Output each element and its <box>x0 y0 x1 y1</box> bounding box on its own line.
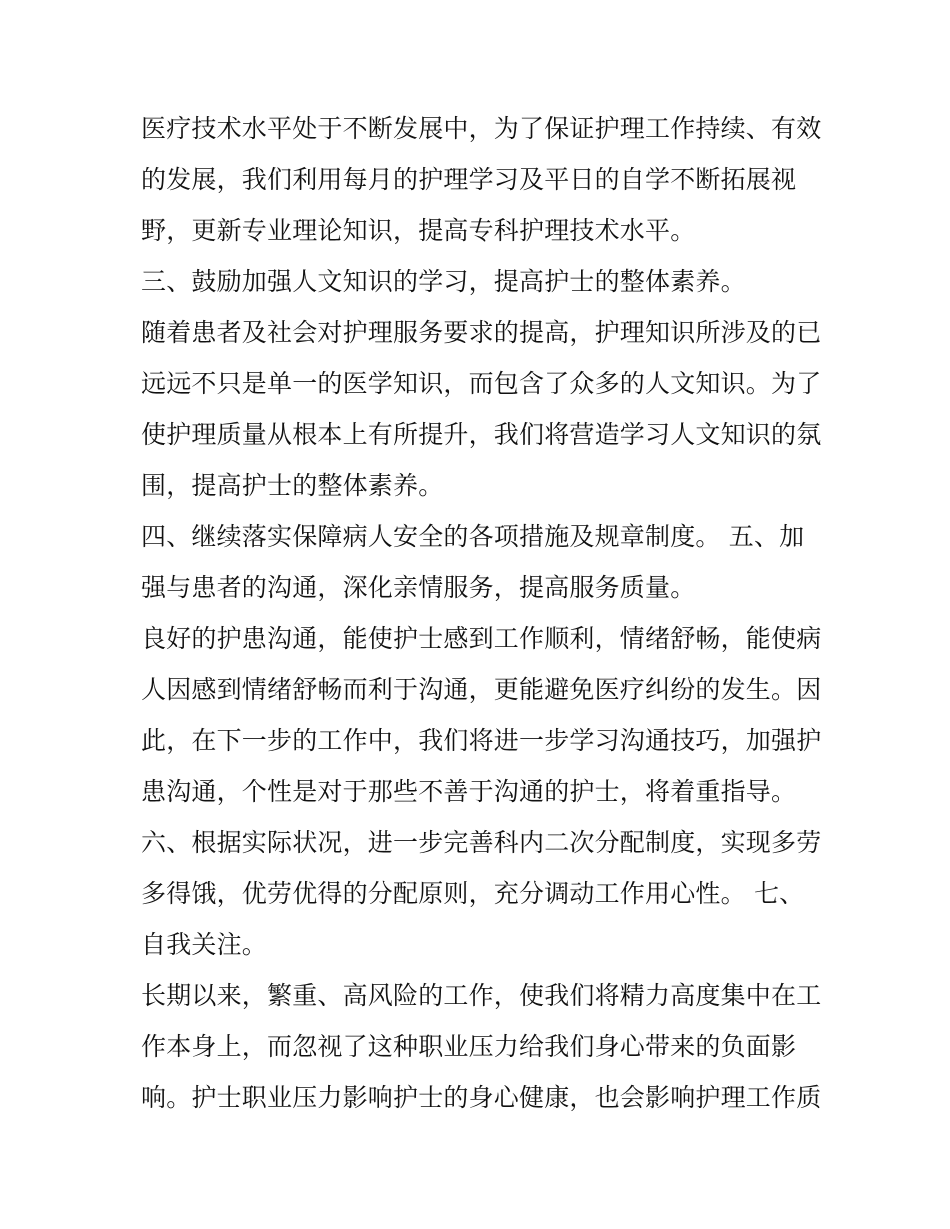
text-line: 长期以来，繁重、高风险的工作，使我们将精力高度集中在工 <box>141 981 822 1010</box>
text-line: 患沟通，个性是对于那些不善于沟通的护士，将着重指导。 <box>141 777 797 806</box>
text-line: 此，在下一步的工作中，我们将进一步学习沟通技巧，加强护 <box>141 726 822 755</box>
section-heading: 四、继续落实保障病人安全的各项措施及规章制度。 五、加 <box>141 522 805 551</box>
text-line: 多得饿，优劳优得的分配原则，充分调动工作用心性。 七、 <box>141 879 805 908</box>
text-line: 自我关注。 <box>141 930 268 959</box>
text-line: 响。护士职业压力影响护士的身心健康，也会影响护理工作质 <box>141 1083 822 1112</box>
text-line: 良好的护患沟通，能使护士感到工作顺利，情绪舒畅，能使病 <box>141 624 822 653</box>
text-line: 随着患者及社会对护理服务要求的提高，护理知识所涉及的已 <box>141 318 822 347</box>
text-line: 强与患者的沟通，深化亲情服务，提高服务质量。 <box>141 573 696 602</box>
section-heading: 六、根据实际状况，进一步完善科内二次分配制度，实现多劳 <box>141 828 822 857</box>
section-heading: 三、鼓励加强人文知识的学习，提高护士的整体素养。 <box>141 267 746 296</box>
text-line: 围，提高护士的整体素养。 <box>141 471 444 500</box>
text-line: 作本身上，而忽视了这种职业压力给我们身心带来的负面影 <box>141 1032 797 1061</box>
text-line: 使护理质量从根本上有所提升，我们将营造学习人文知识的氛 <box>141 420 822 449</box>
text-line: 人因感到情绪舒畅而利于沟通，更能避免医疗纠纷的发生。因 <box>141 675 822 704</box>
text-line: 野，更新专业理论知识，提高专科护理技术水平。 <box>141 216 696 245</box>
text-line: 的发展，我们利用每月的护理学习及平日的自学不断拓展视 <box>141 165 797 194</box>
text-line: 医疗技术水平处于不断发展中，为了保证护理工作持续、有效 <box>141 114 822 143</box>
text-line: 远远不只是单一的医学知识，而包含了众多的人文知识。为了 <box>141 369 822 398</box>
